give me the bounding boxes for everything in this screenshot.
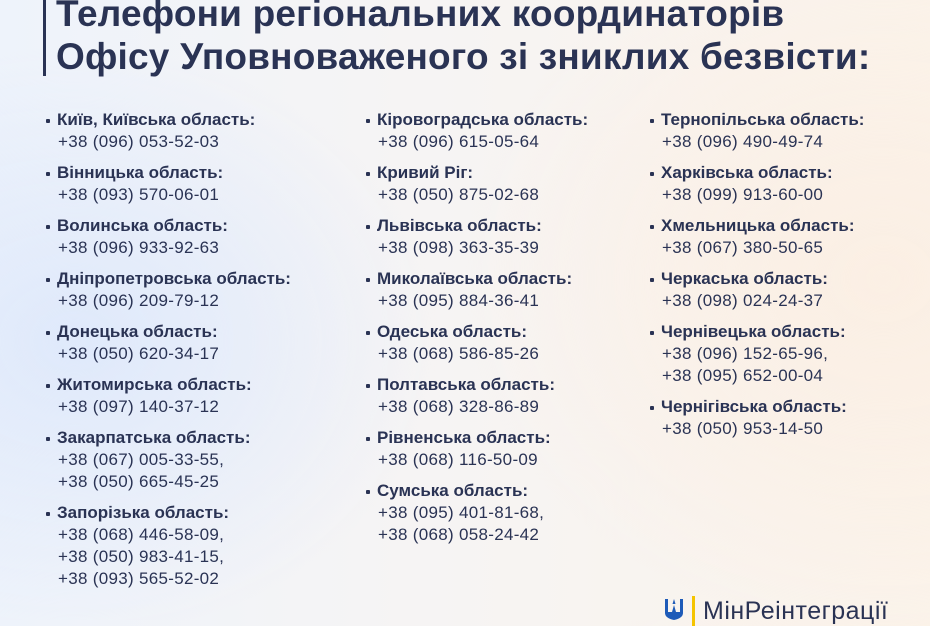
region-heading: [366, 480, 588, 502]
region-name: Чернігівська область:: [661, 397, 847, 416]
region-heading: [46, 502, 291, 524]
phone-number: +38 (096) 152-65-96,: [662, 344, 829, 363]
region-name: Київ, Київська область:: [57, 110, 256, 129]
region-heading: [650, 268, 864, 290]
region-heading: [650, 396, 864, 418]
region-name: Вінницька область:: [57, 163, 224, 182]
region-heading: [46, 268, 291, 290]
phone-number: +38 (098) 024-24-37: [662, 291, 824, 310]
region-name: Дніпропетровська область:: [57, 269, 291, 288]
contacts-column-3: [650, 109, 864, 449]
page-title: [56, 0, 870, 78]
region-name: Одеська область:: [377, 322, 528, 341]
region-name: Чернівецька область:: [661, 322, 846, 341]
region-name: Донецька область:: [57, 322, 218, 341]
bullet-icon: [650, 406, 654, 410]
region-entry: [366, 268, 588, 312]
region-heading: [650, 109, 864, 131]
bullet-icon: [366, 225, 370, 229]
region-entry: [366, 162, 588, 206]
region-heading: [46, 321, 291, 343]
region-name: Кіровоградська область:: [377, 110, 589, 129]
bullet-icon: [46, 172, 50, 176]
region-entry: [650, 162, 864, 206]
region-heading: [366, 215, 588, 237]
phone-number: +38 (095) 652-00-04: [662, 366, 824, 385]
phone-number: +38 (098) 363-35-39: [378, 238, 540, 257]
phone-number: +38 (068) 586-85-26: [378, 344, 540, 363]
phone-number: +38 (067) 380-50-65: [662, 238, 824, 257]
region-name: Миколаївська область:: [377, 269, 573, 288]
phone-number: +38 (096) 209-79-12: [58, 291, 220, 310]
bullet-icon: [650, 225, 654, 229]
phone-number: +38 (050) 620-34-17: [58, 344, 220, 363]
logo-divider: [692, 596, 695, 626]
phone-number: +38 (093) 565-52-02: [58, 569, 220, 588]
phone-number: +38 (097) 140-37-12: [58, 397, 220, 416]
bullet-icon: [366, 119, 370, 123]
phone-number: +38 (096) 053-52-03: [58, 132, 220, 151]
phone-number: +38 (068) 116-50-09: [378, 450, 538, 469]
bullet-icon: [46, 278, 50, 282]
region-name: Хмельницька область:: [661, 216, 855, 235]
title-line-2: Офісу Уповноваженого зі зниклих безвісти:: [56, 36, 871, 77]
bullet-icon: [46, 437, 50, 441]
logo-text: МінРеінтеграції: [703, 597, 889, 625]
region-heading: [46, 162, 291, 184]
bullet-icon: [366, 278, 370, 282]
region-name: Сумська область:: [377, 481, 529, 500]
region-heading: [366, 321, 588, 343]
bullet-icon: [366, 331, 370, 335]
region-entry: [46, 502, 291, 590]
phone-number: +38 (050) 953-14-50: [662, 419, 824, 438]
region-name: Тернопільська область:: [661, 110, 865, 129]
region-entry: [650, 396, 864, 440]
region-entry: [650, 215, 864, 259]
trident-icon: [664, 597, 684, 621]
region-name: Полтавська область:: [377, 375, 555, 394]
region-entry: [650, 268, 864, 312]
region-entry: [46, 374, 291, 418]
bullet-icon: [650, 119, 654, 123]
bullet-icon: [650, 278, 654, 282]
region-heading: [366, 109, 588, 131]
region-heading: [366, 427, 588, 449]
ministry-logo: [664, 596, 888, 626]
phone-number: +38 (050) 665-45-25: [58, 472, 220, 491]
bullet-icon: [46, 512, 50, 516]
region-name: Запорізька область:: [57, 503, 230, 522]
phone-number: +38 (067) 005-33-55,: [58, 450, 225, 469]
bullet-icon: [366, 490, 370, 494]
region-heading: [650, 162, 864, 184]
region-entry: [366, 109, 588, 153]
phone-number: +38 (068) 446-58-09,: [58, 525, 225, 544]
phone-number: +38 (096) 933-92-63: [58, 238, 220, 257]
region-heading: [650, 215, 864, 237]
region-name: Рівненська область:: [377, 428, 551, 447]
region-name: Кривий Ріг:: [377, 163, 474, 182]
region-entry: [46, 268, 291, 312]
region-name: Черкаська область:: [661, 269, 828, 288]
phone-number: +38 (096) 615-05-64: [378, 132, 540, 151]
region-name: Львівська область:: [377, 216, 542, 235]
region-entry: [366, 321, 588, 365]
region-name: Закарпатська область:: [57, 428, 251, 447]
region-heading: [650, 321, 864, 343]
title-accent-bar: [43, 0, 46, 76]
region-heading: [46, 374, 291, 396]
phone-number: +38 (095) 884-36-41: [378, 291, 540, 310]
phone-number: +38 (099) 913-60-00: [662, 185, 824, 204]
region-entry: [366, 374, 588, 418]
region-name: Житомирська область:: [57, 375, 252, 394]
region-name: Харківська область:: [661, 163, 833, 182]
region-name: Волинська область:: [57, 216, 228, 235]
contacts-column-2: [366, 109, 588, 555]
bullet-icon: [650, 172, 654, 176]
phone-number: +38 (096) 490-49-74: [662, 132, 824, 151]
bullet-icon: [366, 437, 370, 441]
phone-number: +38 (093) 570-06-01: [58, 185, 220, 204]
bullet-icon: [46, 225, 50, 229]
region-heading: [46, 427, 291, 449]
bullet-icon: [46, 119, 50, 123]
region-heading: [366, 268, 588, 290]
bullet-icon: [46, 384, 50, 388]
bullet-icon: [46, 331, 50, 335]
bullet-icon: [650, 331, 654, 335]
region-heading: [46, 109, 291, 131]
region-entry: [650, 109, 864, 153]
region-heading: [366, 374, 588, 396]
bullet-icon: [366, 172, 370, 176]
region-entry: [46, 427, 291, 493]
region-entry: [366, 480, 588, 546]
region-entry: [46, 321, 291, 365]
contacts-column-1: [46, 109, 291, 599]
region-entry: [46, 215, 291, 259]
phone-number: +38 (068) 058-24-42: [378, 525, 540, 544]
region-entry: [366, 215, 588, 259]
phone-number: +38 (095) 401-81-68,: [378, 503, 545, 522]
bullet-icon: [366, 384, 370, 388]
phone-number: +38 (050) 875-02-68: [378, 185, 540, 204]
phone-number: +38 (068) 328-86-89: [378, 397, 540, 416]
region-heading: [46, 215, 291, 237]
region-entry: [650, 321, 864, 387]
title-line-1: Телефони регіональних координаторів: [56, 0, 785, 34]
region-entry: [46, 162, 291, 206]
phone-number: +38 (050) 983-41-15,: [58, 547, 225, 566]
region-entry: [46, 109, 291, 153]
region-entry: [366, 427, 588, 471]
region-heading: [366, 162, 588, 184]
